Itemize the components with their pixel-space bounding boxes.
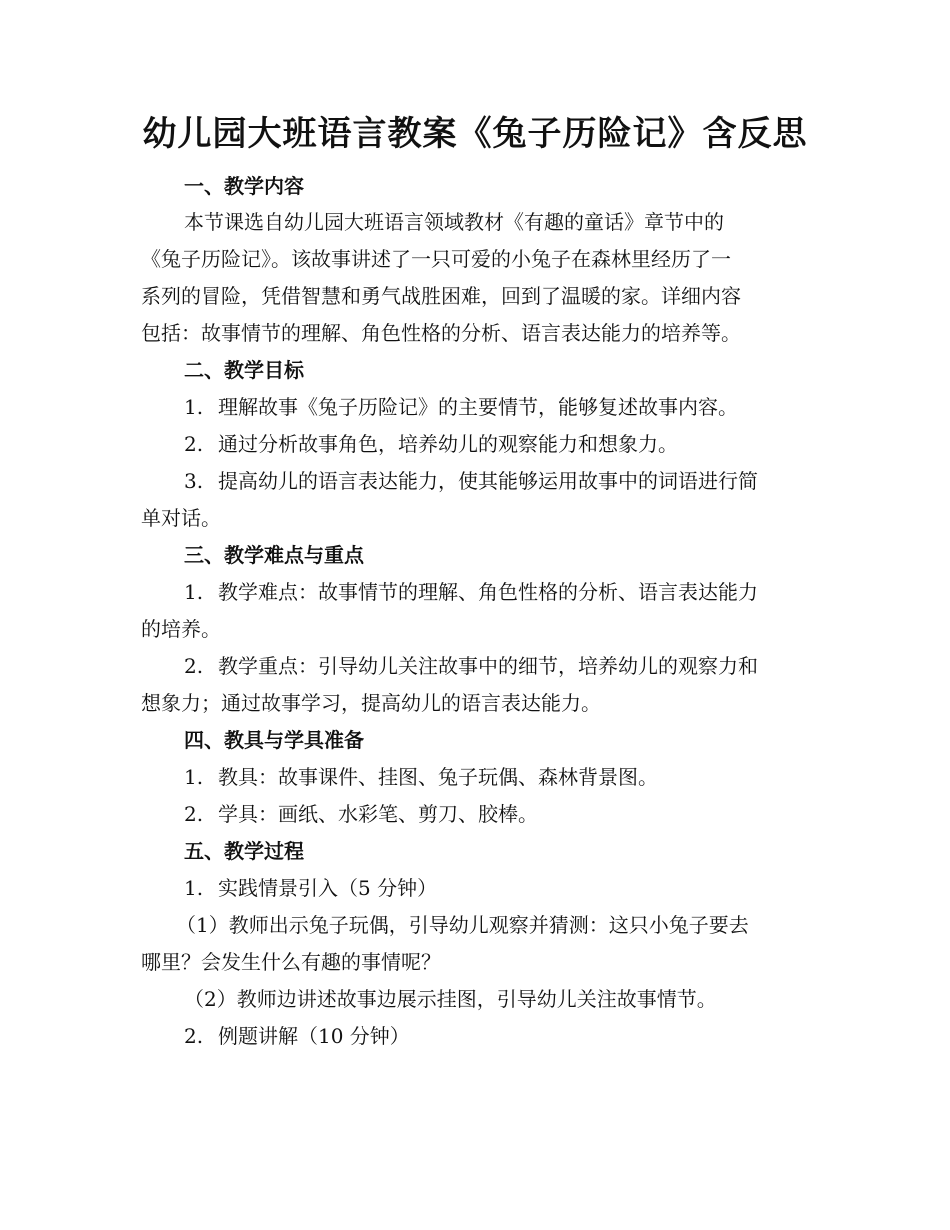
list-item [184,1023,854,1049]
paragraph-line: 系列的冒险，凭借智慧和勇气战胜困难，回到了温暖的家。详细内容 [141,284,741,308]
item-number: 2. [184,802,204,826]
list-item-continuation: 想象力；通过故事学习，提高幼儿的语言表达能力。 [141,691,601,715]
list-item-continuation: 单对话。 [141,506,221,530]
sub-item: （2）教师边讲述故事边展示挂图，引导幼儿关注故事情节。 [184,987,717,1011]
item-text: 提高幼儿的语言表达能力，使其能够运用故事中的词语进行简 [218,469,758,493]
item-text: 教具：故事课件、挂图、兔子玩偶、森林背景图。 [218,765,658,789]
list-item-continuation: 的培养。 [141,617,221,641]
item-text: 理解故事《兔子历险记》的主要情节，能够复述故事内容。 [218,395,738,419]
list-item [184,653,854,679]
paragraph-line: 包括：故事情节的理解、角色性格的分析、语言表达能力的培养等。 [141,321,741,345]
sub-item: （1）教师出示兔子玩偶，引导幼儿观察并猜测：这只小兔子要去 [176,913,749,937]
item-number: 2. [184,432,204,456]
paragraph-line: 《兔子历险记》。该故事讲述了一只可爱的小兔子在森林里经历了一 [141,247,731,271]
item-number: 2. [184,654,204,678]
list-item [184,764,854,790]
item-text: 通过分析故事角色，培养幼儿的观察能力和想象力。 [218,432,678,456]
item-text: 学具：画纸、水彩笔、剪刀、胶棒。 [218,802,538,826]
section-heading-process: 五、教学过程 [184,839,304,863]
list-item [184,801,854,827]
item-number: 1. [184,876,204,900]
item-number: 1. [184,395,204,419]
section-heading-materials: 四、教具与学具准备 [184,728,364,752]
paragraph-line: 本节课选自幼儿园大班语言领域教材《有趣的童话》章节中的 [184,210,724,234]
section-heading-goals: 二、教学目标 [184,358,304,382]
document-title: 幼儿园大班语言教案《兔子历险记》含反思 [142,114,808,154]
item-number: 3. [184,469,204,493]
item-number: 2. [184,1024,204,1048]
list-item [184,579,854,605]
item-text: 教学重点：引导幼儿关注故事中的细节，培养幼儿的观察力和 [218,654,758,678]
section-heading-key-points: 三、教学难点与重点 [184,543,364,567]
section-heading-content: 一、教学内容 [184,174,304,198]
list-item [184,875,854,901]
item-number: 1. [184,580,204,604]
item-text: 实践情景引入（5 分钟） [218,876,438,900]
item-number: 1. [184,765,204,789]
list-item [184,394,854,420]
list-item [184,468,854,494]
sub-item-continuation: 哪里？会发生什么有趣的事情呢？ [141,950,441,974]
list-item [184,431,854,457]
item-text: 教学难点：故事情节的理解、角色性格的分析、语言表达能力 [218,580,758,604]
item-text: 例题讲解（10 分钟） [218,1024,410,1048]
